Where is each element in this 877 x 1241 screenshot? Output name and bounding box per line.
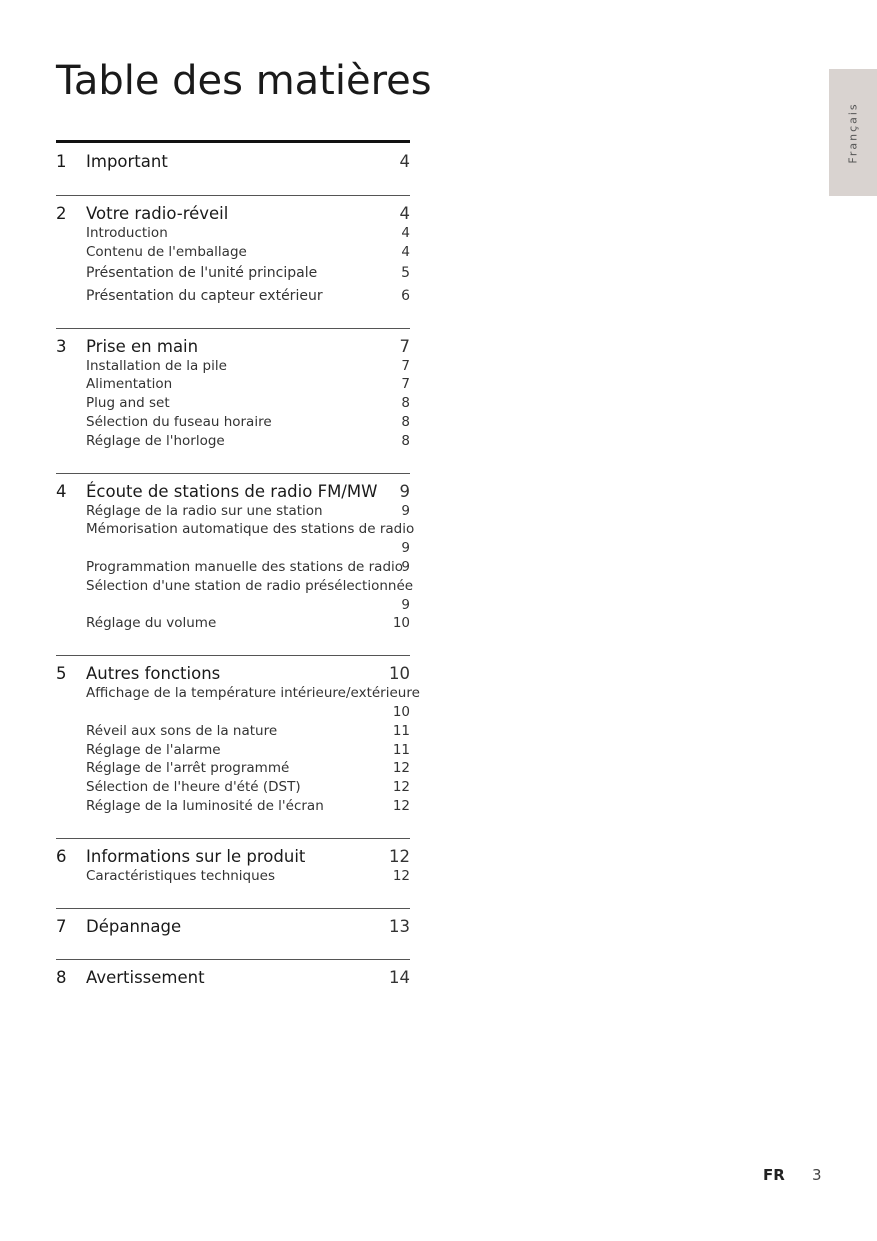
toc-section-1 — [56, 140, 410, 172]
section-heading[interactable] — [56, 152, 410, 172]
section-number: 7 — [56, 916, 67, 936]
toc-entry[interactable] — [86, 357, 410, 376]
toc-entry[interactable] — [86, 502, 410, 521]
entry-page: 11 — [392, 722, 410, 739]
entry-page: 7 — [401, 376, 410, 393]
section-page: 7 — [399, 336, 410, 356]
entry-label: Réglage de la luminosité de l'écran — [86, 797, 324, 814]
entry-page: 5 — [401, 264, 410, 281]
entry-page: 9 — [401, 596, 410, 613]
page-title: Table des matières — [56, 58, 432, 104]
section-divider — [56, 959, 410, 960]
section-divider — [56, 838, 410, 839]
entry-label: Réglage du volume — [86, 615, 217, 632]
section-page: 9 — [399, 481, 410, 501]
section-number: 1 — [56, 152, 67, 171]
entry-page: 11 — [392, 741, 410, 758]
entry-label: Sélection de l'heure d'été (DST) — [86, 779, 301, 796]
section-title: Écoute de stations de radio FM/MW — [86, 481, 378, 501]
toc-entry[interactable] — [86, 684, 420, 722]
section-page: 10 — [389, 664, 410, 684]
language-tab-label: Français — [846, 101, 860, 164]
entry-label: Sélection d'une station de radio présélectionnée — [86, 577, 414, 594]
toc-section-4 — [56, 473, 415, 634]
toc-entry[interactable] — [86, 797, 410, 816]
section-title: Prise en main — [86, 336, 199, 356]
entry-page: 6 — [401, 287, 410, 304]
table-of-contents — [56, 140, 420, 988]
toc-entry[interactable] — [86, 413, 410, 432]
footer-page-number: 3 — [812, 1166, 822, 1184]
entry-label: Présentation du capteur extérieur — [86, 287, 323, 304]
toc-entry[interactable] — [86, 262, 410, 285]
toc-entry[interactable] — [86, 614, 410, 633]
footer-language-code: FR — [763, 1166, 785, 1184]
toc-entry[interactable] — [86, 778, 410, 797]
section-divider — [56, 195, 410, 196]
entry-page: 8 — [401, 432, 410, 449]
section-page: 12 — [389, 846, 410, 866]
entry-page: 10 — [392, 615, 410, 632]
toc-entry[interactable] — [86, 577, 414, 615]
toc-entry[interactable] — [86, 520, 415, 558]
section-heading[interactable] — [56, 664, 410, 684]
entry-page: 9 — [401, 502, 410, 519]
entry-label: Plug and set — [86, 395, 170, 412]
section-title: Dépannage — [86, 916, 182, 936]
section-divider — [56, 328, 410, 329]
section-title: Autres fonctions — [86, 664, 221, 684]
section-title: Avertissement — [86, 967, 205, 987]
toc-section-2 — [56, 195, 410, 308]
entry-label: Réglage de l'arrêt programmé — [86, 760, 290, 777]
entry-page: 8 — [401, 413, 410, 430]
entry-page: 4 — [401, 225, 410, 241]
language-tab — [829, 69, 877, 196]
section-number: 8 — [56, 967, 67, 987]
entry-page: 9 — [401, 558, 410, 575]
toc-entry[interactable] — [86, 285, 410, 308]
section-divider — [56, 655, 410, 656]
section-divider — [56, 473, 410, 474]
entry-label: Programmation manuelle des stations de radio — [86, 558, 404, 575]
section-number: 3 — [56, 336, 67, 356]
section-page: 4 — [399, 204, 410, 223]
toc-entry[interactable] — [86, 224, 410, 243]
section-heading[interactable] — [56, 337, 410, 357]
section-divider — [56, 908, 410, 909]
toc-entry[interactable] — [86, 243, 410, 262]
toc-entry[interactable] — [86, 741, 410, 760]
toc-section-3 — [56, 328, 410, 451]
section-heading[interactable] — [56, 917, 410, 937]
section-heading[interactable] — [56, 482, 410, 502]
section-title: Votre radio-réveil — [86, 204, 229, 223]
toc-section-7 — [56, 908, 410, 937]
section-page: 4 — [399, 152, 410, 171]
section-page: 13 — [389, 916, 410, 936]
entry-label: Sélection du fuseau horaire — [86, 413, 272, 430]
entry-page: 12 — [392, 779, 410, 796]
entry-label: Mémorisation automatique des stations de radio — [86, 521, 415, 538]
section-title: Informations sur le produit — [86, 846, 306, 866]
entry-label: Alimentation — [86, 376, 173, 393]
section-heading[interactable] — [56, 847, 410, 867]
entry-label: Installation de la pile — [86, 357, 227, 374]
entry-label: Réveil aux sons de la nature — [86, 722, 278, 739]
entry-page: 9 — [401, 540, 410, 557]
entry-label: Réglage de la radio sur une station — [86, 502, 323, 519]
section-number: 4 — [56, 481, 67, 501]
toc-entry[interactable] — [86, 432, 410, 451]
section-number: 2 — [56, 204, 67, 223]
entry-label: Réglage de l'horloge — [86, 432, 225, 449]
entry-page: 12 — [392, 760, 410, 777]
entry-label: Affichage de la température intérieure/extérieure — [86, 685, 420, 702]
toc-section-6 — [56, 838, 410, 886]
toc-entry[interactable] — [86, 759, 410, 778]
section-title: Important — [86, 152, 168, 171]
entry-page: 10 — [392, 703, 410, 720]
toc-entry[interactable] — [86, 867, 410, 886]
entry-label: Caractéristiques techniques — [86, 867, 276, 884]
entry-label: Contenu de l'emballage — [86, 243, 247, 260]
toc-entry[interactable] — [86, 722, 410, 741]
toc-section-5 — [56, 655, 420, 816]
section-number: 5 — [56, 664, 67, 684]
entry-page: 4 — [401, 243, 410, 260]
toc-entry[interactable] — [86, 394, 410, 413]
section-heading[interactable] — [56, 204, 410, 224]
toc-entry[interactable] — [86, 558, 410, 577]
entry-page: 8 — [401, 395, 410, 412]
entry-page: 12 — [392, 797, 410, 814]
section-heading[interactable] — [56, 968, 410, 988]
entry-page: 12 — [392, 867, 410, 884]
toc-section-8 — [56, 959, 410, 988]
section-number: 6 — [56, 846, 67, 866]
entry-page: 7 — [401, 357, 410, 374]
entry-label: Réglage de l'alarme — [86, 741, 221, 758]
entry-label: Introduction — [86, 225, 168, 241]
entry-label: Présentation de l'unité principale — [86, 264, 318, 281]
section-divider — [56, 140, 410, 143]
section-page: 14 — [389, 967, 410, 987]
toc-entry[interactable] — [86, 375, 410, 394]
